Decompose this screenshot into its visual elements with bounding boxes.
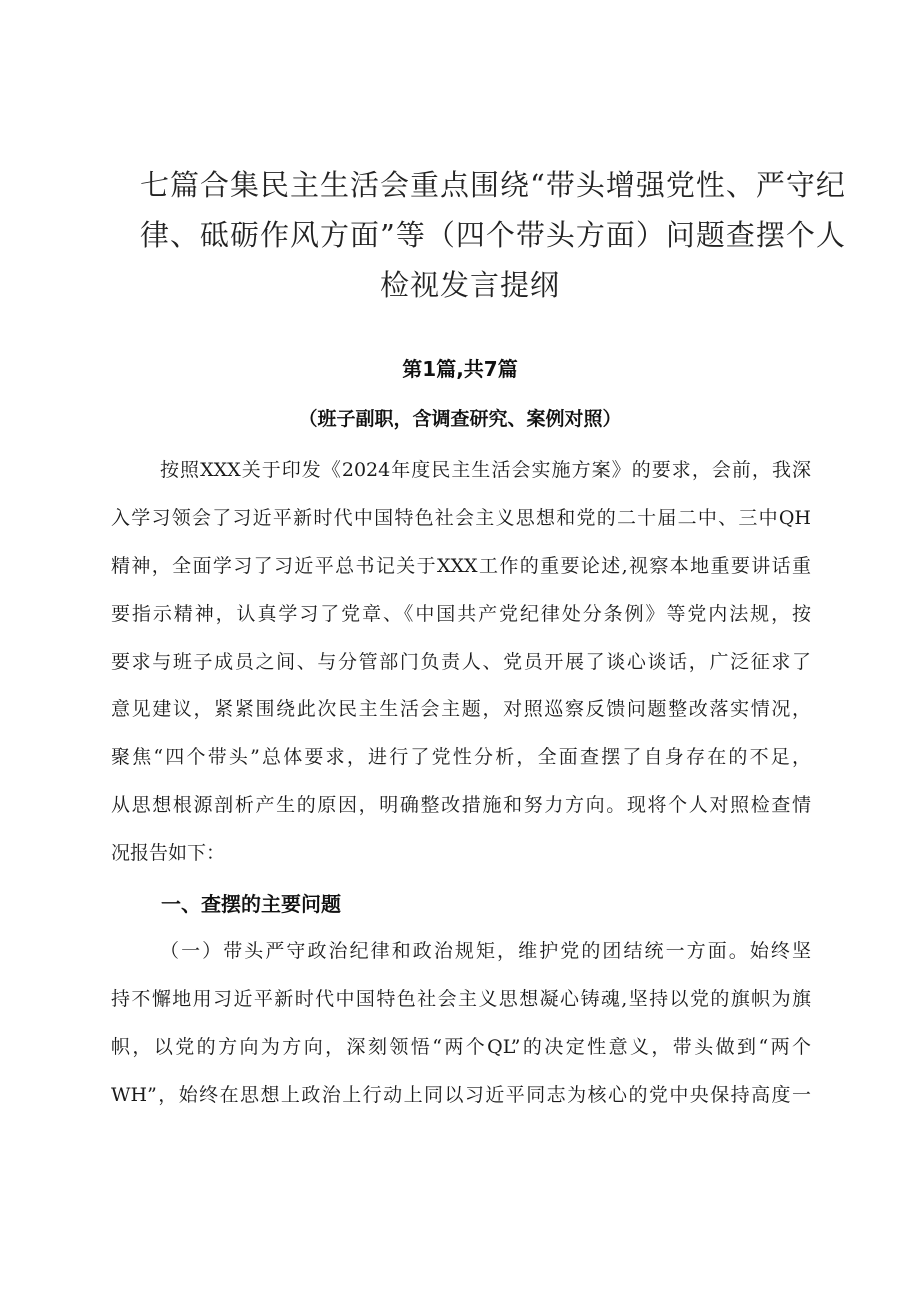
section-line-3: 帜，以党的方向为方向，深刻领悟“两个QL”的决定性意义，带头做到“两个 xyxy=(111,1036,811,1058)
intro-line-9: 况报告如下： xyxy=(111,842,226,864)
intro-line-4: 要指示精神，认真学习了党章、《中国共产党纪律处分条例》等党内法规，按 xyxy=(111,603,811,625)
section-heading: 一、查摆的主要问题 xyxy=(161,892,341,916)
intro-line-7: 聚焦“四个带头”总体要求，进行了党性分析，全面查摆了自身存在的不足， xyxy=(111,746,811,768)
intro-line-2: 入学习领会了习近平新时代中国特色社会主义思想和党的二十届二中、三中QH xyxy=(111,507,811,529)
title-line-3: 检视发言提纲 xyxy=(379,268,560,302)
section-line-2: 持不懈地用习近平新时代中国特色社会主义思想凝心铸魂,坚持以党的旗帜为旗 xyxy=(111,988,811,1010)
intro-line-1: 按照XXX关于印发《2024年度民主生活会实施方案》的要求，会前，我深 xyxy=(160,459,811,481)
title-line-1: 七篇合集民主生活会重点围绕“带头增强党性、严守纪 xyxy=(140,168,846,202)
intro-line-5: 要求与班子成员之间、与分管部门负责人、党员开展了谈心谈话，广泛征求了 xyxy=(111,651,811,673)
intro-line-8: 从思想根源剖析产生的原因，明确整改措施和努力方向。现将个人对照检查情 xyxy=(111,794,811,816)
title-line-2: 律、砥砺作风方面”等（四个带头方面）问题查摆个人 xyxy=(140,218,846,252)
section-line-1: （一）带头严守政治纪律和政治规矩，维护党的团结统一方面。始终坚 xyxy=(160,940,811,962)
section-line-4: WH”，始终在思想上政治上行动上同以习近平同志为核心的党中央保持高度一 xyxy=(111,1084,811,1106)
part-label: 第1篇,共7篇 xyxy=(402,357,518,381)
subtitle: （班子副职，含调查研究、案例对照） xyxy=(298,408,622,430)
intro-line-6: 意见建议，紧紧围绕此次民主生活会主题，对照巡察反馈问题整改落实情况， xyxy=(111,698,811,720)
intro-line-3: 精神，全面学习了习近平总书记关于XXX工作的重要论述,视察本地重要讲话重 xyxy=(111,555,811,577)
document-title xyxy=(140,160,846,310)
